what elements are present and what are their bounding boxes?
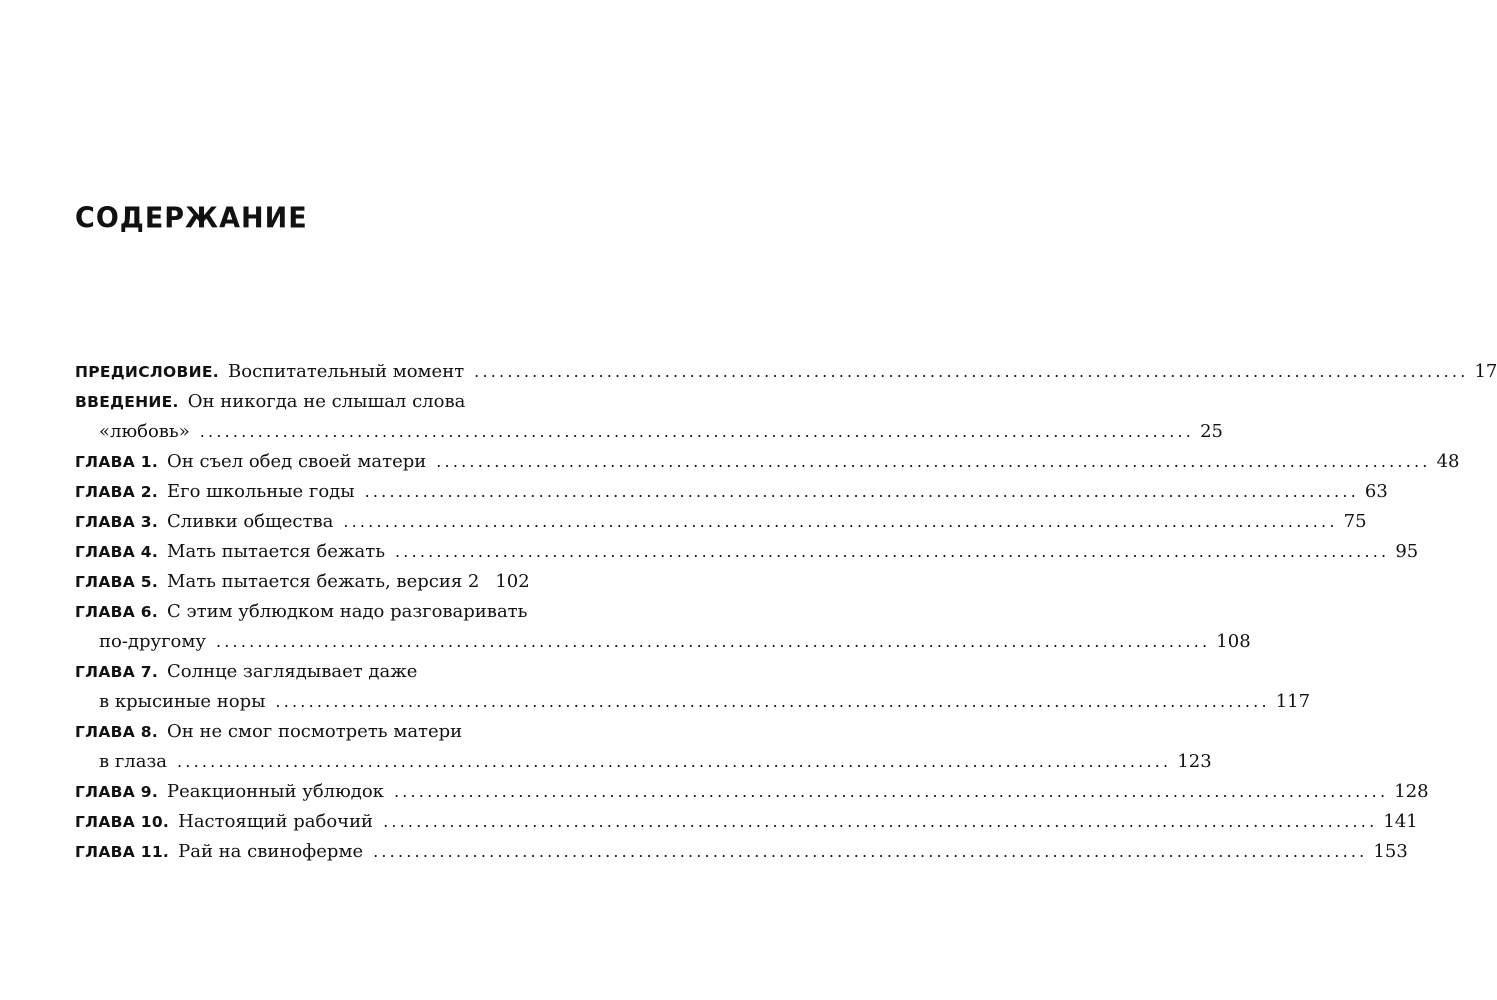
toc-entry — [75, 567, 530, 597]
dot-leader: ........................................................................................................................ — [177, 752, 1172, 771]
dot-leader: ........................................................................................................................ — [364, 482, 1359, 501]
toc-entry-page-number: 102 — [495, 571, 530, 592]
dot-leader: ........................................................................................................................ — [393, 782, 1389, 801]
toc-entry-page-number: 153 — [1373, 841, 1408, 862]
toc-entry-line — [75, 807, 1418, 837]
toc-entry-page-number: 75 — [1343, 511, 1367, 532]
toc-entry-line — [75, 837, 1408, 867]
toc-entry-label: ГЛАВА 8. — [75, 723, 159, 741]
toc-entry-title: С этим ублюдком надо разговаривать — [167, 601, 528, 622]
toc-entry-line — [75, 747, 1212, 777]
toc-entry-title-continued: в крысиные норы — [99, 691, 266, 712]
toc-entry-line — [75, 777, 1429, 807]
toc-entry-label: ВВЕДЕНИЕ. — [75, 393, 179, 411]
toc-entry-line — [75, 417, 1223, 447]
toc-entry — [75, 357, 1497, 387]
page-title: СОДЕРЖАНИЕ — [75, 202, 308, 235]
toc-entry-label: ГЛАВА 9. — [75, 783, 159, 801]
toc-entry — [75, 837, 1408, 867]
toc-entry-label: ГЛАВА 1. — [75, 453, 159, 471]
toc-entry-title: Он никогда не слышал слова — [187, 391, 466, 412]
dot-leader: ........................................................................................................................ — [436, 452, 1431, 471]
toc-entry-page-number: 128 — [1394, 781, 1429, 802]
toc-entry-page-number: 17 — [1474, 361, 1497, 382]
toc-entry — [75, 717, 1212, 777]
toc-entry-title: Рай на свиноферме — [178, 841, 364, 862]
toc-entry-line — [75, 477, 1388, 507]
toc-entry-line — [75, 567, 530, 597]
toc-entry-page-number: 95 — [1395, 541, 1419, 562]
toc-entry-line — [75, 597, 528, 627]
dot-leader: ........................................................................................................................ — [383, 812, 1378, 831]
toc-entry — [75, 507, 1367, 537]
dot-leader: ........................................................................................................................ — [215, 632, 1211, 651]
toc-entry-line — [75, 357, 1497, 387]
toc-entry-page-number: 48 — [1436, 451, 1460, 472]
toc-entry-label: ГЛАВА 4. — [75, 543, 159, 561]
dot-leader: ........................................................................................................................ — [199, 422, 1195, 441]
toc-entry-page-number: 117 — [1275, 691, 1311, 712]
toc-entry-title: Его школьные годы — [167, 481, 355, 502]
table-of-contents — [75, 357, 1497, 867]
toc-entry-title: Мать пытается бежать, версия 2 — [167, 571, 480, 592]
toc-entry-title: Он не смог посмотреть матери — [167, 721, 463, 742]
toc-entry-line — [75, 687, 1311, 717]
toc-entry — [75, 657, 1311, 717]
toc-entry-page-number: 25 — [1200, 421, 1223, 442]
toc-entry-title: Он съел обед своей матери — [167, 451, 427, 472]
toc-entry-line — [75, 447, 1460, 477]
toc-entry-label: ГЛАВА 10. — [75, 813, 170, 831]
toc-entry-page-number: 63 — [1364, 481, 1388, 502]
toc-entry-label: ГЛАВА 3. — [75, 513, 159, 531]
toc-entry-page-number: 108 — [1216, 631, 1251, 652]
toc-entry — [75, 597, 1251, 657]
toc-entry-label: ГЛАВА 7. — [75, 663, 159, 681]
toc-entry-title: Настоящий рабочий — [178, 811, 374, 832]
toc-entry-label: ПРЕДИСЛОВИЕ. — [75, 363, 219, 381]
toc-entry-line — [75, 507, 1367, 537]
toc-entry-title-continued: «любовь» — [99, 421, 190, 442]
dot-leader: ........................................................................................................................ — [275, 692, 1270, 711]
toc-entry — [75, 477, 1388, 507]
toc-entry-line — [75, 627, 1251, 657]
dot-leader: ........................................................................................................................ — [373, 842, 1368, 861]
toc-entry-line — [75, 717, 522, 747]
toc-entry-title: Сливки общества — [167, 511, 334, 532]
toc-entry-label: ГЛАВА 6. — [75, 603, 159, 621]
toc-entry-line — [75, 657, 522, 687]
toc-entry — [75, 447, 1460, 477]
toc-entry-title: Мать пытается бежать — [167, 541, 385, 562]
dot-leader: ........................................................................................................................ — [474, 362, 1469, 381]
toc-entry-label: ГЛАВА 11. — [75, 843, 170, 861]
toc-entry-page-number: 141 — [1383, 811, 1418, 832]
toc-entry-title: Солнце заглядывает даже — [167, 661, 418, 682]
toc-entry-title-continued: в глаза — [99, 751, 168, 772]
toc-entry-title-continued: по-другому — [99, 631, 206, 652]
toc-entry-title: Воспитательный момент — [228, 361, 465, 382]
toc-entry — [75, 537, 1419, 567]
toc-entry-page-number: 123 — [1177, 751, 1212, 772]
toc-entry-label: ГЛАВА 5. — [75, 573, 159, 591]
toc-entry-label: ГЛАВА 2. — [75, 483, 159, 501]
toc-entry-line — [75, 537, 1419, 567]
dot-leader: ........................................................................................................................ — [343, 512, 1338, 531]
toc-entry — [75, 777, 1429, 807]
toc-entry — [75, 387, 1223, 447]
toc-entry — [75, 807, 1418, 837]
toc-entry-line — [75, 387, 522, 417]
toc-entry-title: Реакционный ублюдок — [167, 781, 384, 802]
dot-leader: ........................................................................................................................ — [395, 542, 1390, 561]
